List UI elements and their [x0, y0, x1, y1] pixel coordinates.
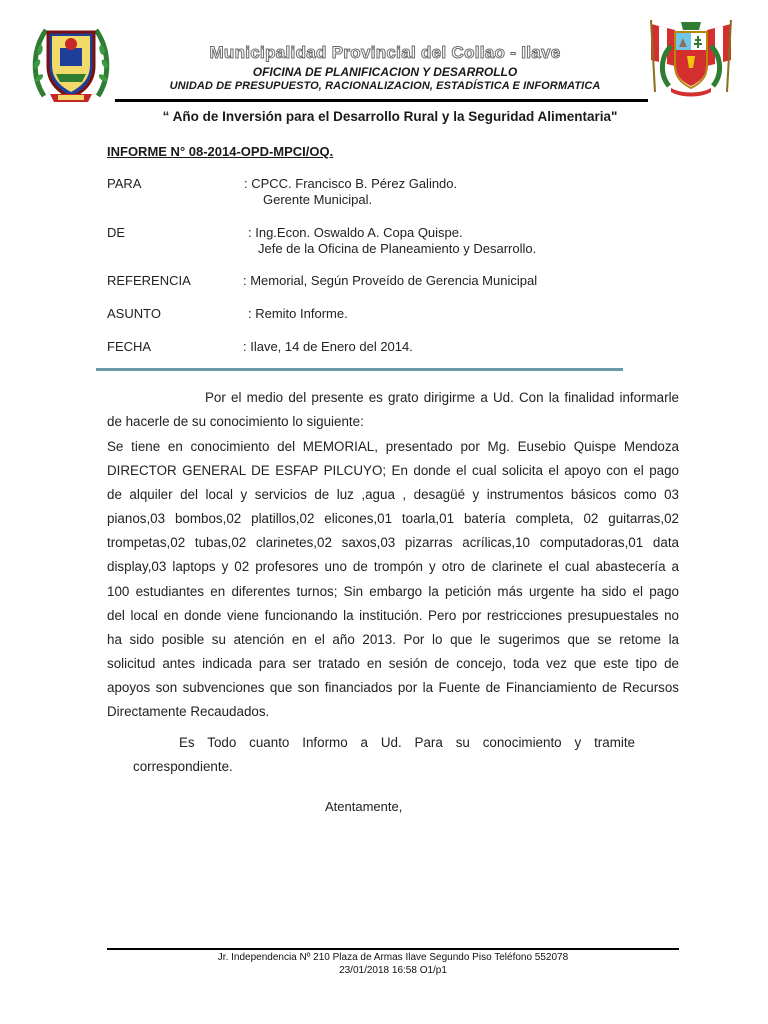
intro-line: de hacerle de su conocimiento lo siguiente: [107, 414, 364, 430]
footer-address: Jr. Independencia Nº 210 Plaza de Armas Ilave Segundo Piso Teléfono 552078 [217, 952, 569, 963]
office-name: OFICINA DE PLANIFICACION Y DESARROLLO [252, 65, 518, 79]
para-label: PARA [107, 176, 142, 191]
de-label: DE [107, 225, 126, 240]
paragraph-line: del local en donde viene funcionando la institución. Pero por restricciones presupuestales no [107, 607, 679, 623]
asunto-value: : Remito Informe. [248, 306, 348, 321]
intro-line: Por el medio del presente es grato dirigirme a Ud. Con la finalidad informarle [205, 390, 679, 405]
year-motto: “ Año de Inversión para el Desarrollo Rural y la Seguridad Alimentaria" [162, 109, 618, 124]
main-paragraph [107, 435, 679, 724]
fecha-label: FECHA [107, 339, 152, 354]
paragraph-line: ha sido posible su atención en el año 2013. Por lo que le sugerimos que se retome la [107, 631, 679, 647]
para-value-title: Gerente Municipal. [263, 192, 373, 207]
paragraph-line: solicitud antes indicada para ser tratado en sesión de concejo, toda vez que este tipo de [107, 655, 679, 671]
referencia-value: : Memorial, Según Proveído de Gerencia Municipal [243, 273, 538, 288]
footer-divider [107, 948, 679, 950]
paragraph-line: Se tiene en conocimiento del MEMORIAL, presentado por Mg. Eusebio Quispe Mendoza [107, 439, 679, 454]
municipality-title: Municipalidad Provincial del Collao - Ilave [209, 43, 561, 62]
paragraph-line: DIRECTOR GENERAL DE ESFAP PILCUYO; En donde el cual solicita el apoyo con el pago [107, 463, 679, 479]
paragraph-line: de alquiler del local y servicios de luz ,agua , desagüé y instrumentos básicos como 03 [107, 487, 679, 503]
footer-meta: 23/01/2018 16:58 O1/p1 [339, 965, 447, 976]
de-value: : Ing.Econ. Oswaldo A. Copa Quispe. [248, 225, 463, 240]
para-value: : CPCC. Francisco B. Pérez Galindo. [244, 176, 458, 191]
peru-coat-of-arms-icon [645, 16, 737, 98]
referencia-label: REFERENCIA [107, 273, 191, 288]
paragraph-line: 100 estudiantes en diferentes turnos; Sin embargo la petición más urgente ha sido el pago [107, 583, 679, 599]
intro-paragraph [107, 386, 679, 434]
paragraph-line: Directamente Recaudados. [107, 704, 270, 720]
closing-line: correspondiente. [133, 759, 233, 774]
de-value-title: Jefe de la Oficina de Planeamiento y Desarrollo. [258, 241, 537, 256]
unit-name: UNIDAD DE PRESUPUESTO, RACIONALIZACION, ESTADÍSTICA E INFORMATICA [169, 80, 601, 92]
paragraph-line: apoyos son subvenciones que son financiados por la Fuente de Financiamiento de Recursos [107, 679, 679, 695]
paragraph-line: trompetas,02 tubas,02 clarinetes,02 saxos,03 pizarras acrílicas,10 computadoras,01 data [107, 535, 679, 551]
closing-paragraph [107, 731, 635, 779]
fecha-value: : Ilave, 14 de Enero del 2014. [243, 339, 413, 354]
paragraph-line: pianos,03 bombos,02 platillos,02 elicones,01 toarla,01 batería completa, 02 guitarras,02 [107, 511, 679, 527]
sign-off: Atentamente, [325, 799, 403, 814]
municipal-crest-icon [30, 18, 112, 106]
meta-divider [96, 368, 623, 371]
closing-line: Es Todo cuanto Informo a Ud. Para su conocimiento y tramite [179, 735, 635, 750]
paragraph-line: display,03 laptops y 02 profesores uno de trompón y otro de clarinete el cual abastecería a [107, 559, 679, 575]
header-divider [115, 99, 648, 102]
report-number: INFORME N° 08-2014-OPD-MPCI/OQ. [107, 144, 334, 159]
asunto-label: ASUNTO [107, 306, 161, 321]
